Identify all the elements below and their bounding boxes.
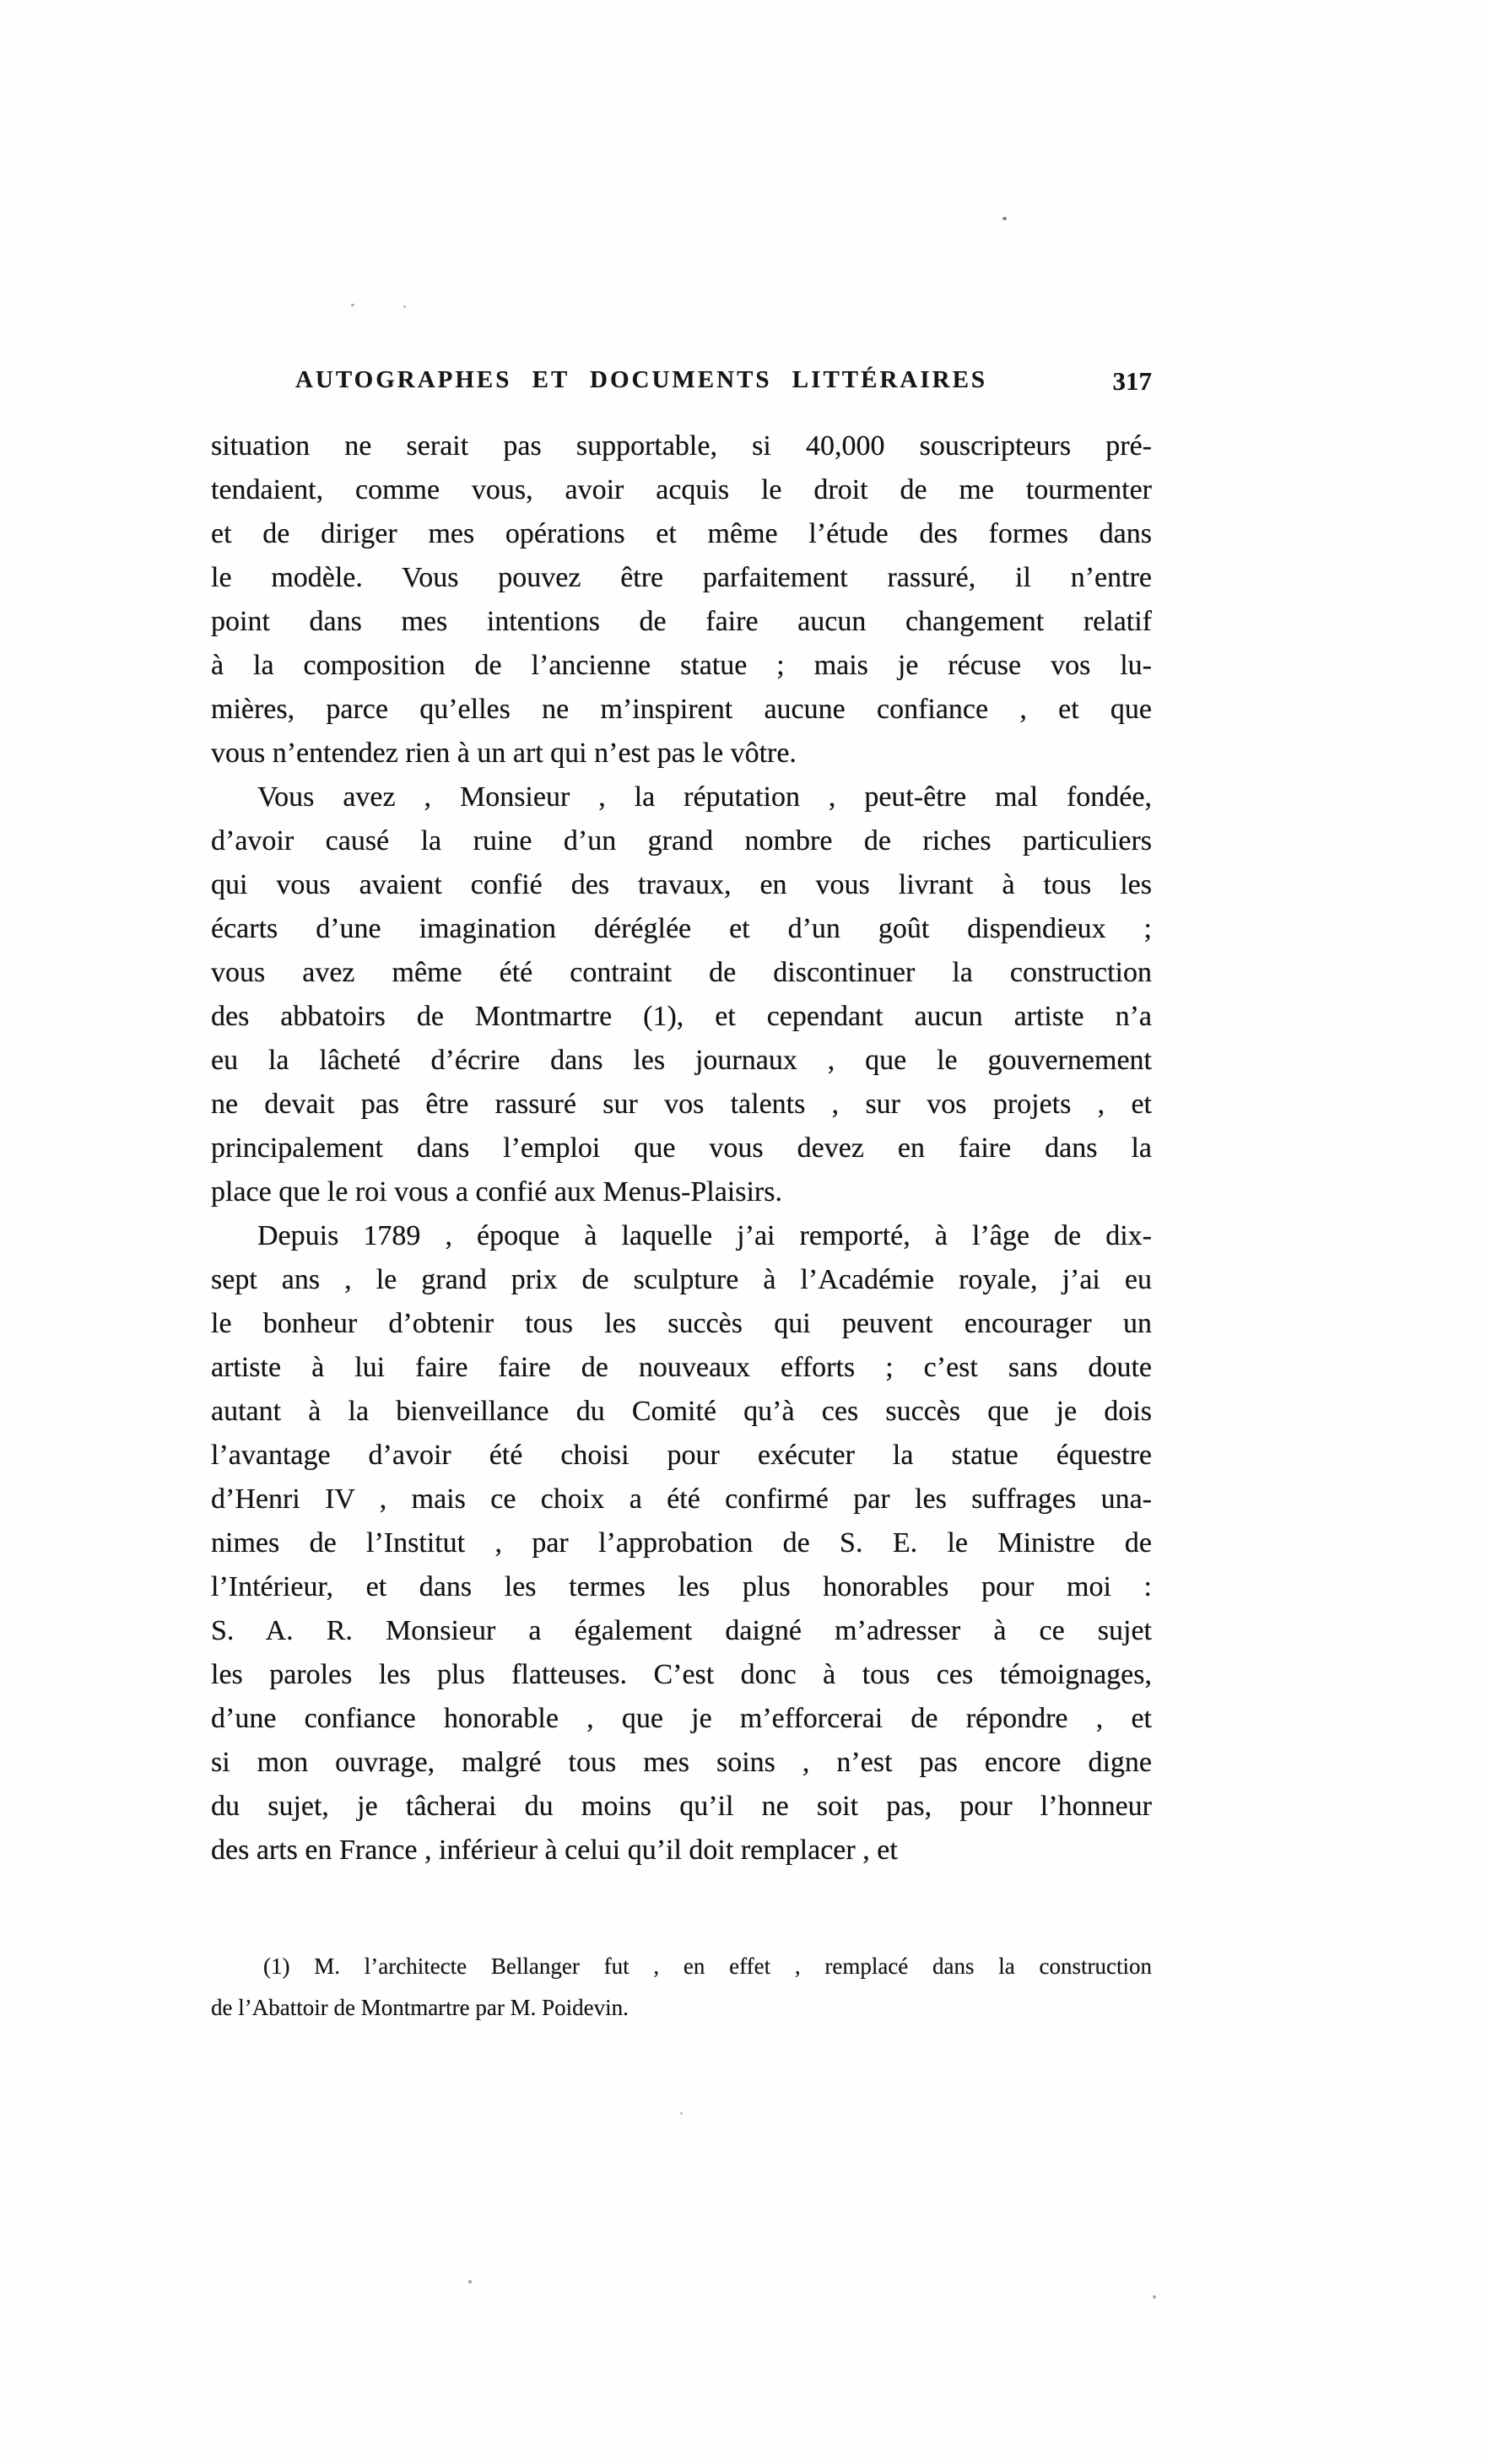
text-line: sept ans , le grand prix de sculpture à l’Académie royale, j’ai eu [211,1264,1152,1295]
body-text [211,424,1152,1872]
text-line: principalement dans l’emploi que vous devez en faire dans la [211,1132,1152,1164]
scan-speck [403,305,406,308]
text-line: des arts en France , inférieur à celui qu’il doit remplacer , et [211,1834,898,1866]
text-line: autant à la bienveillance du Comité qu’à ces succès que je dois [211,1396,1152,1427]
text-line: écarts d’une imagination déréglée et d’un goût dispendieux ; [211,913,1152,944]
text-line: et de diriger mes opérations et même l’étude des formes dans [211,518,1152,549]
page-number: 317 [1112,366,1152,396]
text-line: le modèle. Vous pouvez être parfaitement rassuré, il n’entre [211,562,1152,593]
text-line: artiste à lui faire faire de nouveaux efforts ; c’est sans doute [211,1352,1152,1383]
scan-speck [468,2280,472,2283]
text-line: d’Henri IV , mais ce choix a été confirmé par les suffrages una- [211,1483,1152,1515]
text-line: qui vous avaient confié des travaux, en vous livrant à tous les [211,869,1152,900]
text-line: à la composition de l’ancienne statue ; mais je récuse vos lu- [211,650,1152,681]
text-line: de l’Abattoir de Montmartre par M. Poidevin. [211,1995,629,2020]
scan-speck [1002,217,1007,220]
text-line: les paroles les plus flatteuses. C’est donc à tous ces témoignages, [211,1659,1152,1690]
text-line: si mon ouvrage, malgré tous mes soins , n’est pas encore digne [211,1747,1152,1778]
text-line: d’une confiance honorable , que je m’efforcerai de répondre , et [211,1703,1152,1734]
text-line: le bonheur d’obtenir tous les succès qui peuvent encourager un [211,1308,1152,1339]
text-line: l’avantage d’avoir été choisi pour exécuter la statue équestre [211,1440,1152,1471]
text-line: situation ne serait pas supportable, si 40,000 souscripteurs pré- [211,430,1152,462]
scan-speck [351,304,354,306]
text-line: tendaient, comme vous, avoir acquis le droit de me tourmenter [211,474,1152,505]
text-line: point dans mes intentions de faire aucun changement relatif [211,606,1152,637]
scan-speck [1153,2295,1156,2299]
text-line: eu la lâcheté d’écrire dans les journaux , que le gouvernement [211,1045,1152,1076]
text-line: nimes de l’Institut , par l’approbation de S. E. le Ministre de [211,1527,1152,1559]
text-line: mières, parce qu’elles ne m’inspirent aucune confiance , et que [211,694,1152,725]
text-line: Depuis 1789 , époque à laquelle j’ai remporté, à l’âge de dix- [257,1220,1152,1251]
text-line: vous n’entendez rien à un art qui n’est pas le vôtre. [211,738,797,769]
text-line: Vous avez , Monsieur , la réputation , peut-être mal fondée, [257,781,1152,813]
running-header-title: AUTOGRAPHES ET DOCUMENTS LITTÉRAIRES [294,366,988,393]
running-header [211,366,1152,400]
text-line: place que le roi vous a confié aux Menus-Plaisirs. [211,1176,782,1208]
text-line: ne devait pas être rassuré sur vos talents , sur vos projets , et [211,1089,1152,1120]
text-line: d’avoir causé la ruine d’un grand nombre de riches particuliers [211,825,1152,856]
footnote [211,1946,1152,2029]
text-line: (1) M. l’architecte Bellanger fut , en effet , remplacé dans la construction [263,1953,1152,1979]
text-line: l’Intérieur, et dans les termes les plus honorables pour moi : [211,1571,1152,1602]
text-line: vous avez même été contraint de discontinuer la construction [211,957,1152,988]
scan-speck [680,2112,683,2115]
text-line: des abbatoirs de Montmartre (1), et cependant aucun artiste n’a [211,1001,1152,1032]
text-line: du sujet, je tâcherai du moins qu’il ne soit pas, pour l’honneur [211,1791,1152,1822]
text-line: S. A. R. Monsieur a également daigné m’adresser à ce sujet [211,1615,1152,1646]
